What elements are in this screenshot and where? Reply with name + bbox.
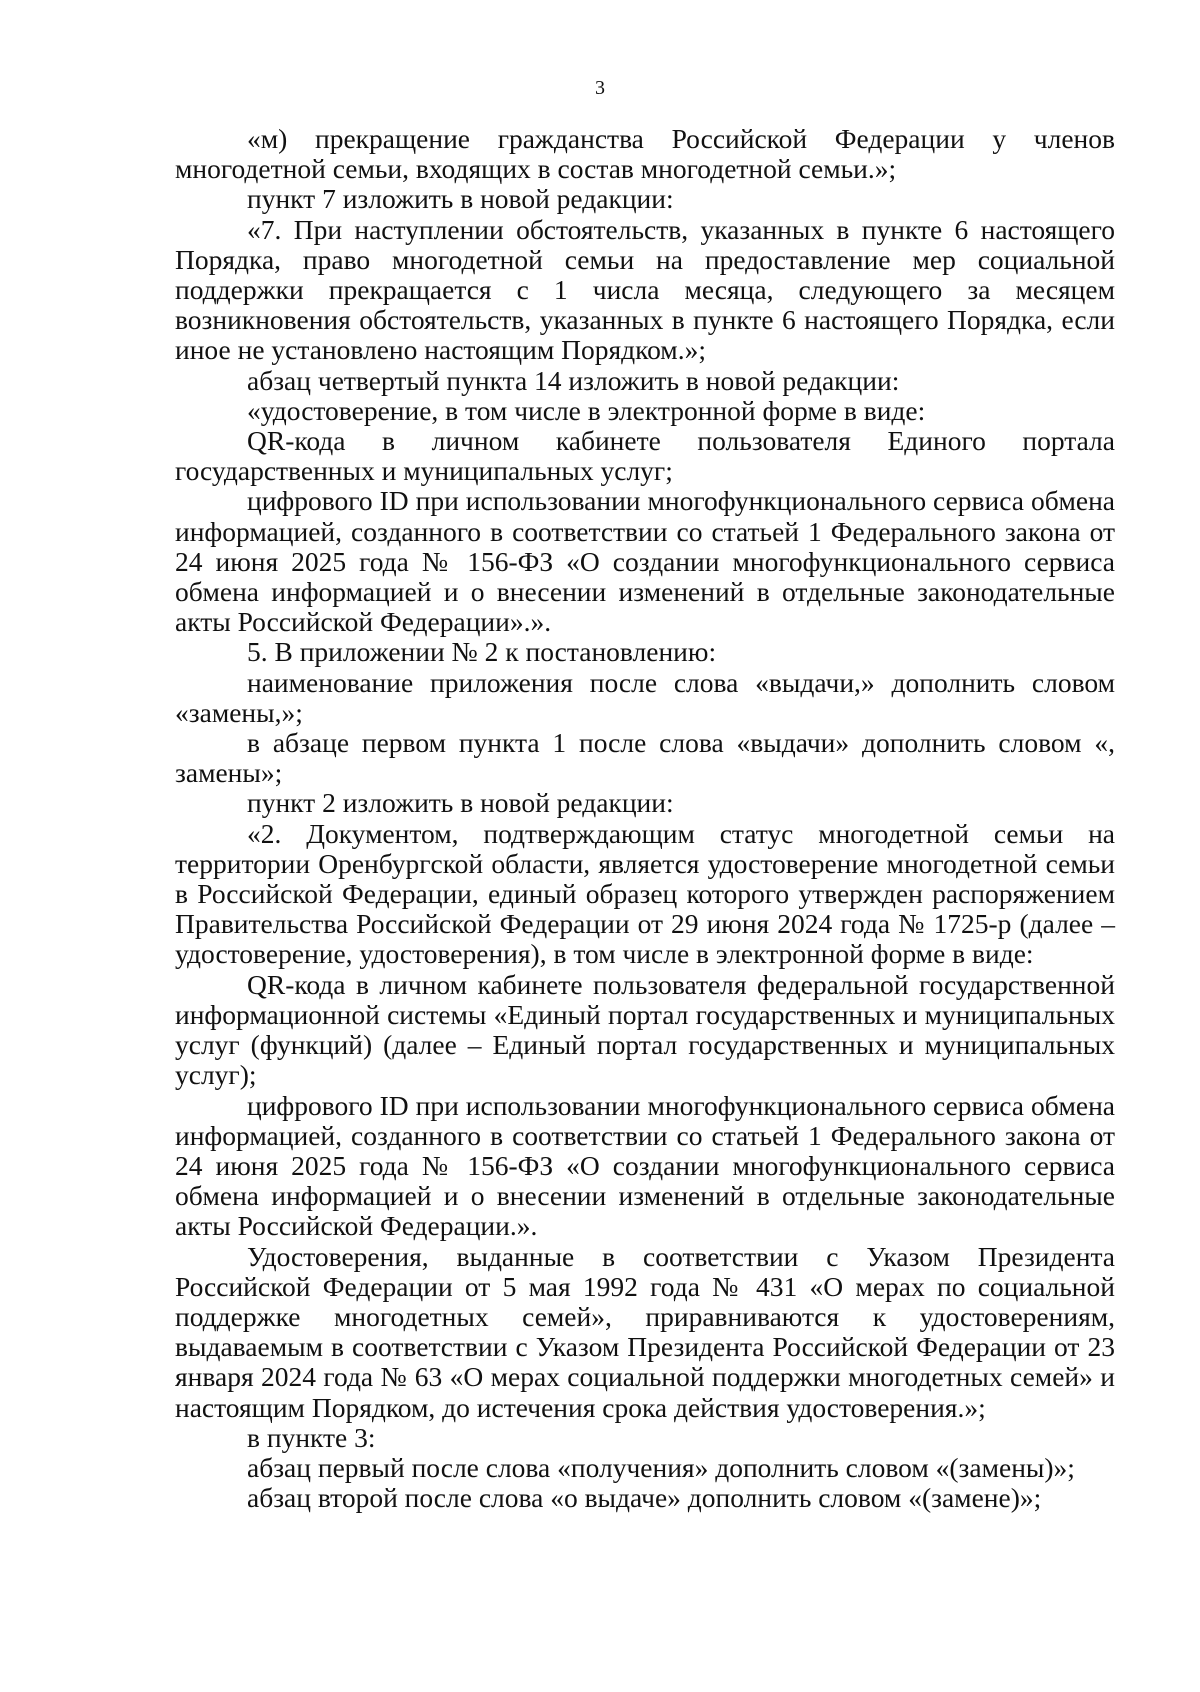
paragraph: «удостоверение, в том числе в электронной форме в виде: [247, 394, 926, 426]
paragraph: QR-кода в личном кабинете пользователя федеральной государственной информационной системы «Единый портал государственных и муниципальных услуг (функций) (далее – Единый портал государственных и муниципальных услуг); [175, 968, 1115, 1091]
paragraph: в абзаце первом пункта 1 после слова «выдачи» дополнить словом «, замены»; [175, 727, 1115, 789]
page-number: 3 [595, 77, 605, 99]
paragraph: пункт 2 изложить в новой редакции: [247, 787, 674, 819]
paragraph: «2. Документом, подтверждающим статус многодетной семьи на территории Оренбургской области, является удостоверение многодетной семьи в Российской Федерации, единый образец которого утвержден распоряжением Правительства Российской Федерации от 29 июня 2024 года № 1725-р (далее – удостоверение, удостоверения), в том числе в электронной форме в виде: [175, 817, 1115, 970]
paragraph: цифрового ID при использовании многофункционального сервиса обмена информацией, созданного в соответствии со статьей 1 Федерального закона от 24 июня 2025 года № 156-ФЗ «О создании многофункционального сервиса обмена информацией и о внесении изменений в отдельные законодательные акты Российской Федерации».». [175, 485, 1115, 638]
paragraph: цифрового ID при использовании многофункционального сервиса обмена информацией, созданного в соответствии со статьей 1 Федерального закона от 24 июня 2025 года № 156-ФЗ «О создании многофункционального сервиса обмена информацией и о внесении изменений в отдельные законодательные акты Российской Федерации.». [175, 1089, 1115, 1242]
paragraph: Удостоверения, выданные в соответствии с Указом Президента Российской Федерации от 5 мая 1992 года № 431 «О мерах по социальной поддержке многодетных семей», приравниваются к удостоверениям, выдаваемым в соответствии с Указом Президента Российской Федерации от 23 января 2024 года № 63 «О мерах социальной поддержки многодетных семей» и настоящим Порядком, до истечения срока действия удостоверения.»; [175, 1240, 1115, 1423]
paragraph: 5. В приложении № 2 к постановлению: [247, 636, 717, 668]
paragraph: QR-кода в личном кабинете пользователя Единого портала государственных и муниципальных услуг; [175, 425, 1115, 487]
paragraph: в пункте 3: [247, 1421, 376, 1453]
paragraph: абзац четвертый пункта 14 изложить в новой редакции: [247, 364, 900, 396]
paragraph: пункт 7 изложить в новой редакции: [247, 183, 674, 215]
paragraph: абзац первый после слова «получения» дополнить словом «(замены)»; [247, 1451, 1075, 1483]
paragraph: наименование приложения после слова «выдачи,» дополнить словом «замены,»; [175, 666, 1115, 728]
paragraph: «м) прекращение гражданства Российской Федерации у членов многодетной семьи, входящих в состав многодетной семьи.»; [175, 123, 1115, 185]
paragraph: абзац второй после слова «о выдаче» дополнить словом «(замене)»; [247, 1482, 1042, 1514]
document-body [175, 124, 1115, 1513]
paragraph: «7. При наступлении обстоятельств, указанных в пункте 6 настоящего Порядка, право многодетной семьи на предоставление мер социальной поддержки прекращается с 1 числа месяца, следующего за месяцем возникновения обстоятельств, указанных в пункте 6 настоящего Порядка, если иное не установлено настоящим Порядком.»; [175, 213, 1115, 366]
